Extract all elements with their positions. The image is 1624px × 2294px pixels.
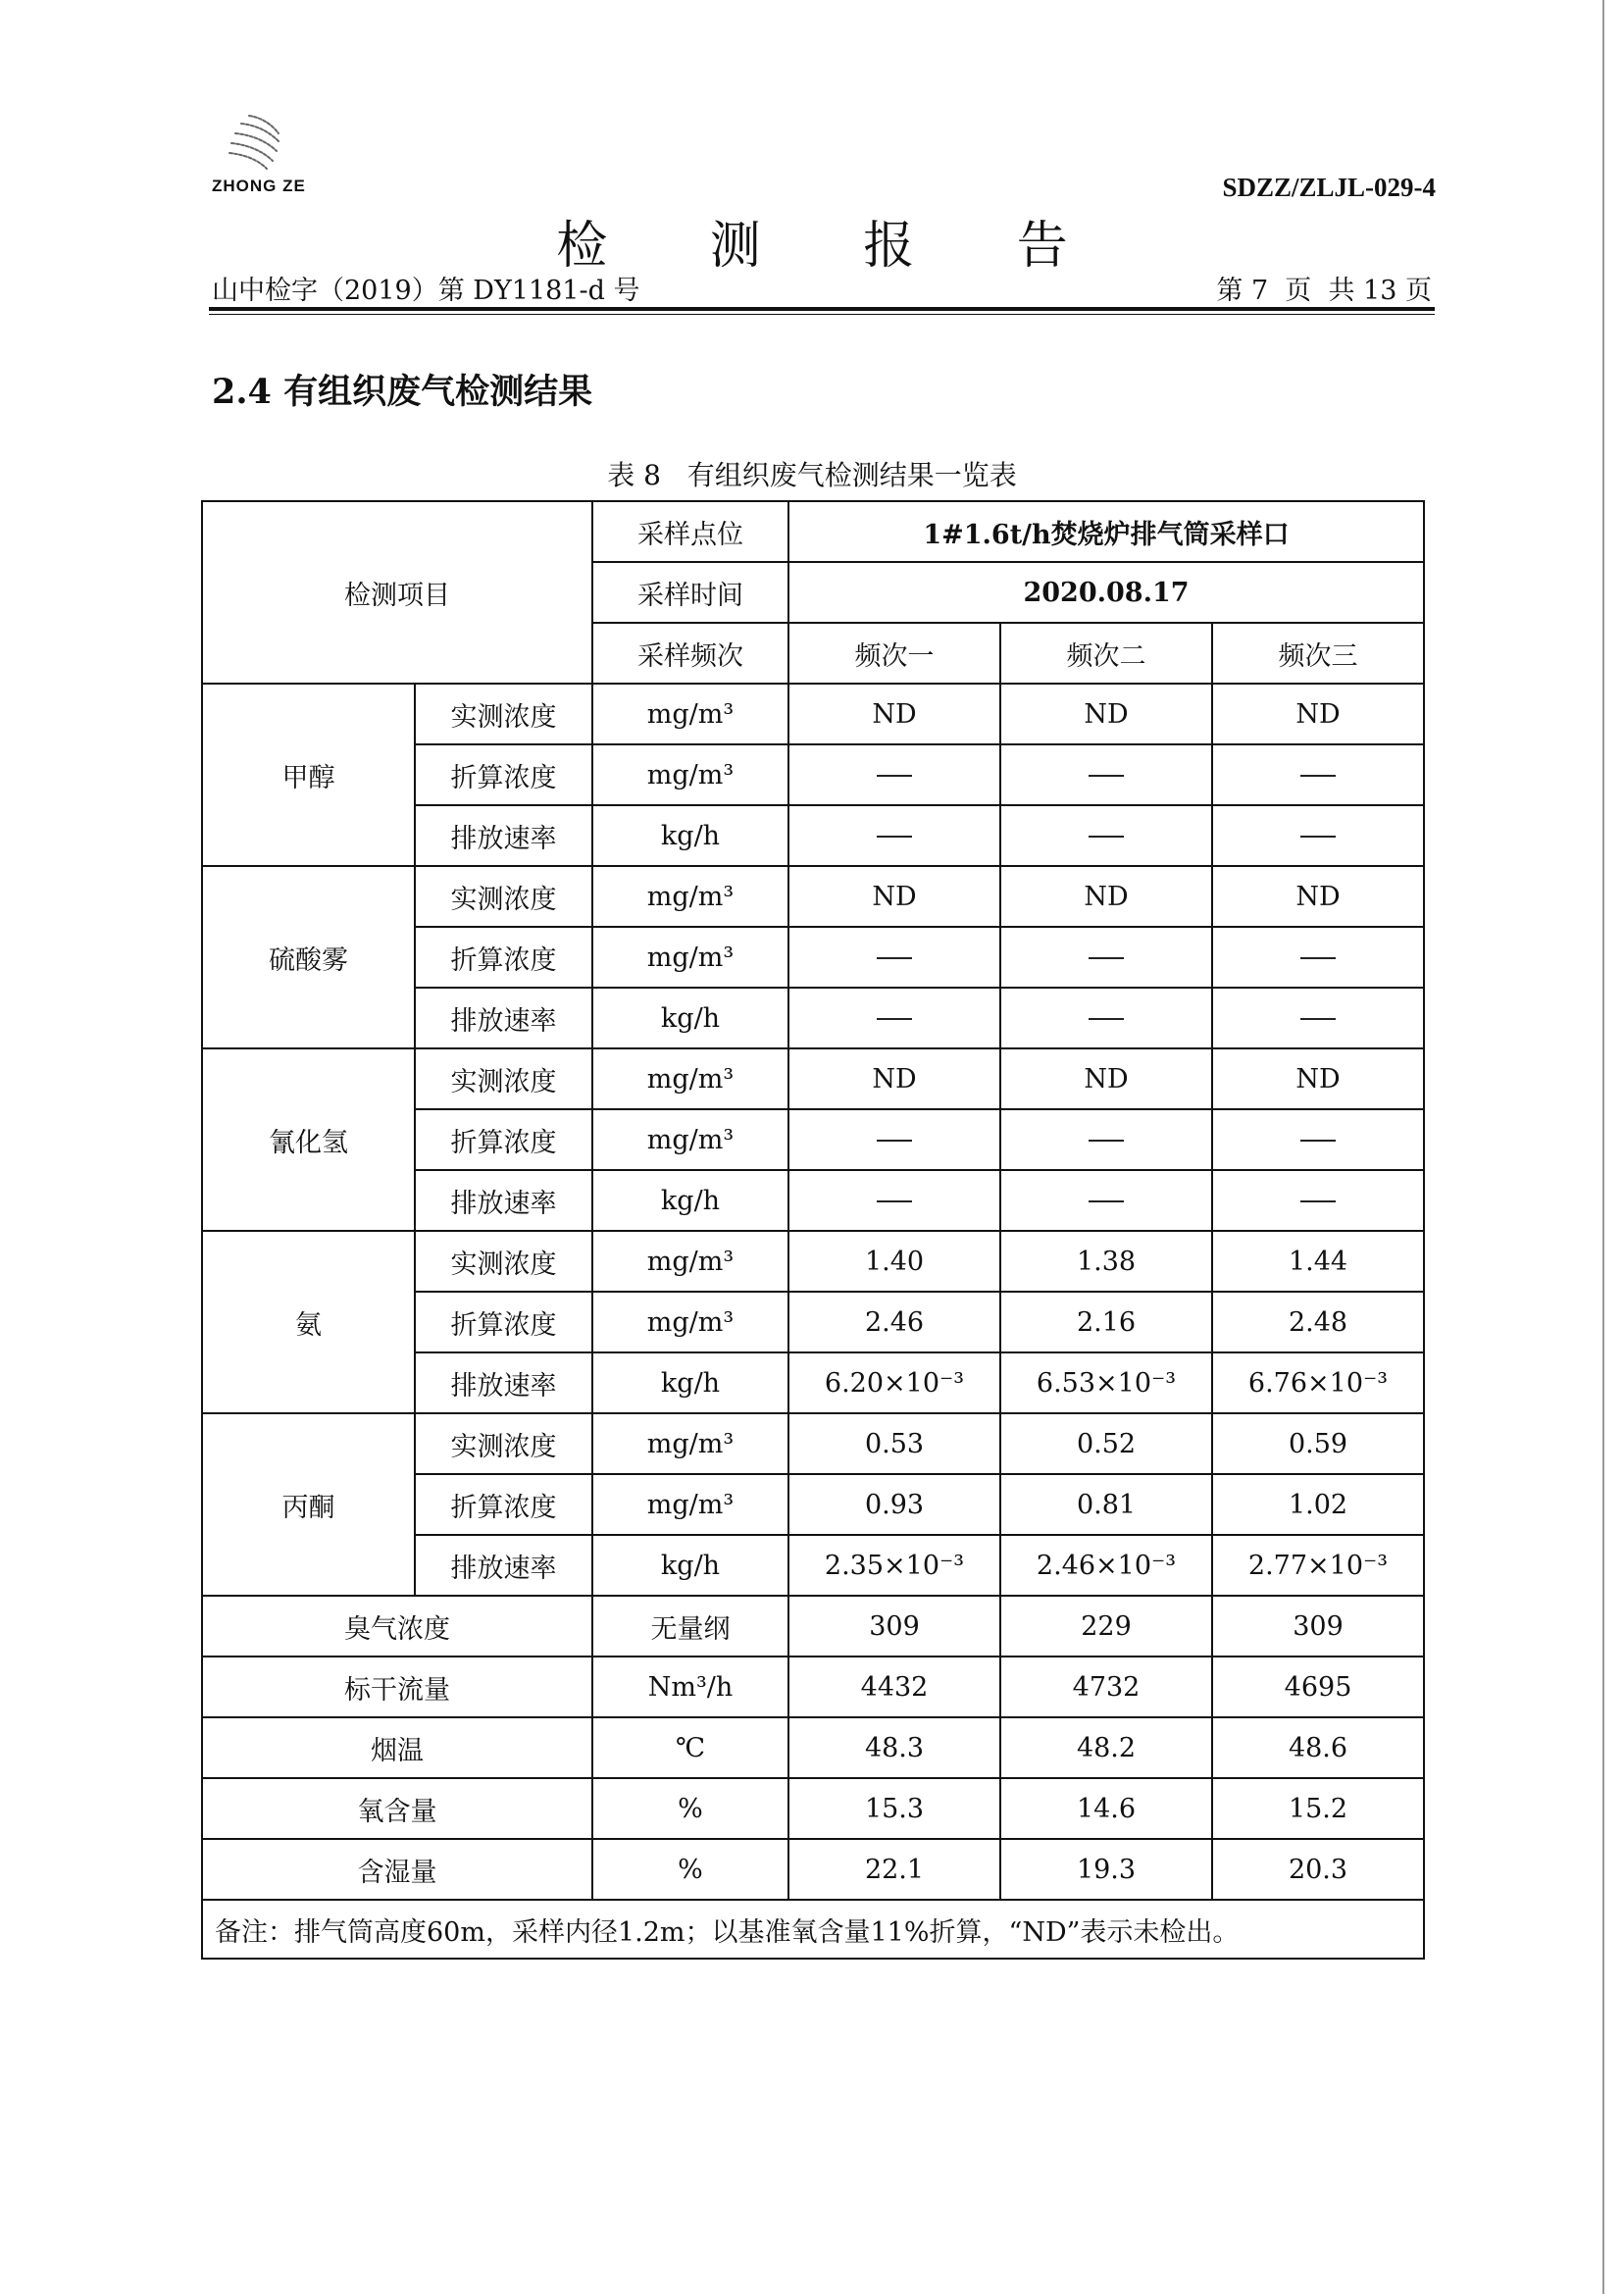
value-cell: 15.2 — [1212, 1778, 1424, 1839]
table-row — [202, 1778, 1424, 1839]
value-cell: ND — [1000, 866, 1212, 927]
dash-mark — [1089, 1018, 1124, 1020]
value-cell: 0.52 — [1000, 1413, 1212, 1474]
value-cell: 0.53 — [788, 1413, 1000, 1474]
value-cell: 1.38 — [1000, 1231, 1212, 1292]
dash-mark — [877, 957, 912, 959]
value-cell: 48.3 — [788, 1717, 1000, 1778]
parameter-name: 含湿量 — [202, 1839, 592, 1900]
table-row — [202, 1231, 1424, 1292]
table-row — [202, 1048, 1424, 1109]
unit-cell: mg/m³ — [592, 1474, 788, 1535]
dash-mark — [1300, 1018, 1336, 1020]
parameter-name: 氧含量 — [202, 1778, 592, 1839]
table-row — [202, 1657, 1424, 1717]
parameter-name: 折算浓度 — [415, 744, 592, 805]
logo-text: ZHONG ZE — [212, 177, 306, 195]
unit-cell: kg/h — [592, 1352, 788, 1413]
value-cell: ND — [1212, 1048, 1424, 1109]
value-cell: 0.81 — [1000, 1474, 1212, 1535]
results-table — [201, 500, 1425, 1960]
value-cell — [1212, 805, 1424, 866]
parameter-name: 臭气浓度 — [202, 1596, 592, 1657]
point-value: 1#1.6t/h焚烧炉排气筒采样口 — [788, 501, 1424, 562]
pollutant-name: 甲醇 — [202, 684, 415, 866]
report-title: 检 测 报 告 — [556, 217, 1111, 276]
header-rule-thin — [209, 314, 1435, 315]
parameter-name: 实测浓度 — [415, 1413, 592, 1474]
value-cell: 2.35×10⁻³ — [788, 1535, 1000, 1596]
unit-cell: mg/m³ — [592, 1109, 788, 1170]
freq-1: 频次一 — [788, 623, 1000, 684]
dash-mark — [1300, 1140, 1336, 1142]
value-cell: 2.46 — [788, 1292, 1000, 1352]
value-cell: ND — [1000, 684, 1212, 744]
value-cell — [1212, 927, 1424, 988]
value-cell — [1000, 1109, 1212, 1170]
parameter-name: 实测浓度 — [415, 1048, 592, 1109]
parameter-name: 实测浓度 — [415, 866, 592, 927]
dash-mark — [1089, 1200, 1124, 1202]
freq-3: 频次三 — [1212, 623, 1424, 684]
value-cell: ND — [1212, 684, 1424, 744]
unit-cell: mg/m³ — [592, 1048, 788, 1109]
parameter-name: 排放速率 — [415, 1170, 592, 1231]
value-cell — [1212, 1109, 1424, 1170]
dash-mark — [1089, 836, 1124, 838]
value-cell: 309 — [788, 1596, 1000, 1657]
unit-cell: mg/m³ — [592, 744, 788, 805]
parameter-name: 烟温 — [202, 1717, 592, 1778]
section-title: 2.4 有组织废气检测结果 — [212, 372, 593, 412]
unit-cell: mg/m³ — [592, 1292, 788, 1352]
table-row — [202, 866, 1424, 927]
unit-cell: kg/h — [592, 1535, 788, 1596]
value-cell: 4432 — [788, 1657, 1000, 1717]
parameter-name: 排放速率 — [415, 1352, 592, 1413]
table-row — [202, 1596, 1424, 1657]
dash-mark — [877, 1200, 912, 1202]
value-cell: 19.3 — [1000, 1839, 1212, 1900]
parameter-name: 实测浓度 — [415, 1231, 592, 1292]
pollutant-name: 丙酮 — [202, 1413, 415, 1596]
unit-cell: kg/h — [592, 988, 788, 1048]
parameter-name: 折算浓度 — [415, 1292, 592, 1352]
pollutant-name: 硫酸雾 — [202, 866, 415, 1048]
unit-cell: mg/m³ — [592, 1413, 788, 1474]
value-cell: 0.93 — [788, 1474, 1000, 1535]
remark-row — [202, 1900, 1424, 1959]
dash-mark — [1089, 775, 1124, 777]
parameter-name: 标干流量 — [202, 1657, 592, 1717]
unit-cell: mg/m³ — [592, 684, 788, 744]
pollutant-name: 氨 — [202, 1231, 415, 1413]
remark-cell: 备注：排气筒高度60m，采样内径1.2m；以基准氧含量11%折算，“ND”表示未检出。 — [202, 1900, 1424, 1959]
unit-cell: mg/m³ — [592, 927, 788, 988]
parameter-name: 排放速率 — [415, 1535, 592, 1596]
freq-2: 频次二 — [1000, 623, 1212, 684]
parameter-name: 排放速率 — [415, 805, 592, 866]
value-cell: 1.40 — [788, 1231, 1000, 1292]
table-caption: 表 8 有组织废气检测结果一览表 — [607, 459, 1017, 491]
dash-mark — [1300, 957, 1336, 959]
value-cell: 4732 — [1000, 1657, 1212, 1717]
freq-label: 采样频次 — [592, 623, 788, 684]
point-label: 采样点位 — [592, 501, 788, 562]
unit-cell: ℃ — [592, 1717, 788, 1778]
value-cell — [788, 927, 1000, 988]
value-cell: 14.6 — [1000, 1778, 1212, 1839]
parameter-name: 排放速率 — [415, 988, 592, 1048]
value-cell — [788, 988, 1000, 1048]
value-cell: ND — [788, 866, 1000, 927]
value-cell: 20.3 — [1212, 1839, 1424, 1900]
value-cell: 309 — [1212, 1596, 1424, 1657]
value-cell: 4695 — [1212, 1657, 1424, 1717]
parameter-name: 折算浓度 — [415, 927, 592, 988]
value-cell — [788, 805, 1000, 866]
value-cell — [1212, 988, 1424, 1048]
value-cell — [788, 1170, 1000, 1231]
results-table-body — [202, 501, 1424, 1959]
header-row-point — [202, 501, 1424, 562]
value-cell — [1212, 744, 1424, 805]
page-info: 第 7 页 共 13 页 — [1216, 276, 1432, 306]
scan-edge — [1602, 0, 1604, 2294]
table-row — [202, 1839, 1424, 1900]
unit-cell: kg/h — [592, 1170, 788, 1231]
parameter-name: 折算浓度 — [415, 1474, 592, 1535]
unit-cell: % — [592, 1778, 788, 1839]
unit-cell: % — [592, 1839, 788, 1900]
value-cell — [1000, 988, 1212, 1048]
unit-cell: mg/m³ — [592, 866, 788, 927]
value-cell: 15.3 — [788, 1778, 1000, 1839]
table-row — [202, 1413, 1424, 1474]
dash-mark — [877, 836, 912, 838]
unit-cell: Nm³/h — [592, 1657, 788, 1717]
time-label: 采样时间 — [592, 562, 788, 623]
value-cell: 0.59 — [1212, 1413, 1424, 1474]
pollutant-name: 氰化氢 — [202, 1048, 415, 1231]
table-row — [202, 1717, 1424, 1778]
unit-cell: kg/h — [592, 805, 788, 866]
dash-mark — [877, 775, 912, 777]
value-cell: ND — [788, 684, 1000, 744]
value-cell: 229 — [1000, 1596, 1212, 1657]
value-cell: 2.16 — [1000, 1292, 1212, 1352]
value-cell: 1.44 — [1212, 1231, 1424, 1292]
value-cell: 2.77×10⁻³ — [1212, 1535, 1424, 1596]
dash-mark — [1089, 1140, 1124, 1142]
dash-mark — [1089, 957, 1124, 959]
dash-mark — [1300, 775, 1336, 777]
value-cell — [1000, 927, 1212, 988]
table-row — [202, 684, 1424, 744]
value-cell: ND — [788, 1048, 1000, 1109]
value-cell — [788, 1109, 1000, 1170]
value-cell — [1000, 805, 1212, 866]
value-cell: 6.53×10⁻³ — [1000, 1352, 1212, 1413]
value-cell: 2.46×10⁻³ — [1000, 1535, 1212, 1596]
dash-mark — [877, 1140, 912, 1142]
value-cell: ND — [1000, 1048, 1212, 1109]
value-cell: 48.6 — [1212, 1717, 1424, 1778]
value-cell: 1.02 — [1212, 1474, 1424, 1535]
value-cell — [1212, 1170, 1424, 1231]
value-cell — [1000, 744, 1212, 805]
dash-mark — [877, 1018, 912, 1020]
value-cell: ND — [1212, 866, 1424, 927]
parameter-name: 实测浓度 — [415, 684, 592, 744]
unit-cell: 无量纲 — [592, 1596, 788, 1657]
time-value: 2020.08.17 — [788, 562, 1424, 623]
dash-mark — [1300, 1200, 1336, 1202]
value-cell — [1000, 1170, 1212, 1231]
unit-cell: mg/m³ — [592, 1231, 788, 1292]
value-cell: 22.1 — [788, 1839, 1000, 1900]
item-header: 检测项目 — [202, 501, 592, 684]
report-number: 山中检字（2019）第 DY1181-d 号 — [212, 276, 640, 306]
value-cell: 6.20×10⁻³ — [788, 1352, 1000, 1413]
dash-mark — [1300, 836, 1336, 838]
value-cell: 48.2 — [1000, 1717, 1212, 1778]
value-cell — [788, 744, 1000, 805]
parameter-name: 折算浓度 — [415, 1109, 592, 1170]
value-cell: 2.48 — [1212, 1292, 1424, 1352]
document-code: SDZZ/ZLJL-029-4 — [1222, 173, 1436, 202]
header-rule — [209, 307, 1435, 311]
value-cell: 6.76×10⁻³ — [1212, 1352, 1424, 1413]
